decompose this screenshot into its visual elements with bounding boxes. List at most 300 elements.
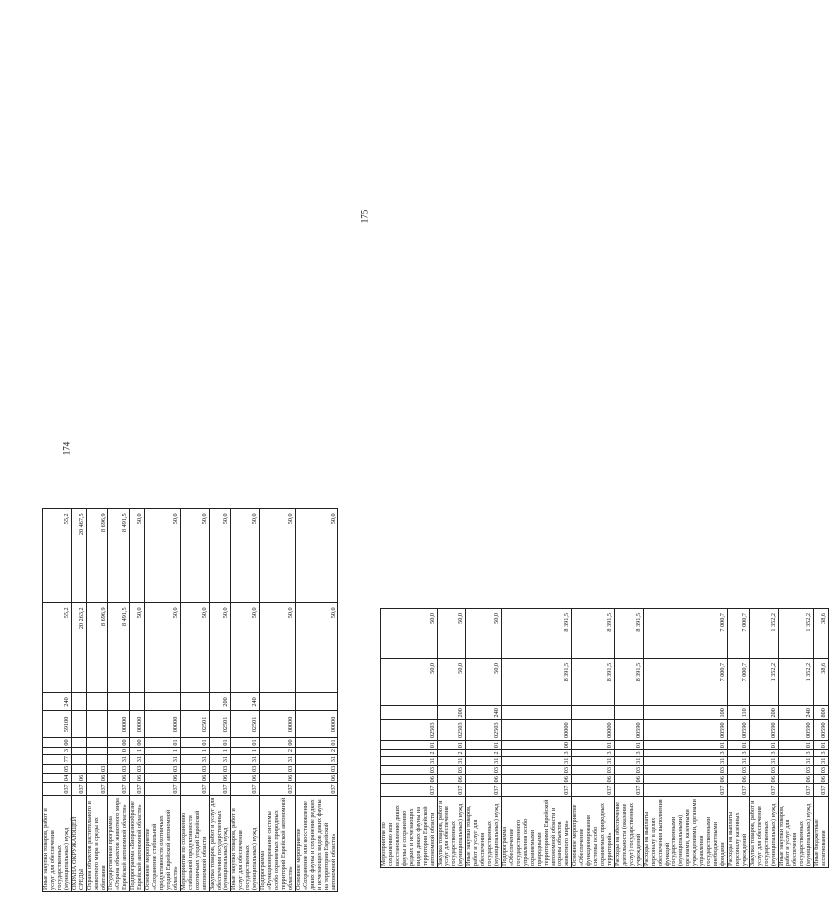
amount-year-1-text: 7 000,7 bbox=[719, 662, 726, 682]
program-code-text: 31 bbox=[457, 757, 465, 764]
subsection-code-text: 03 bbox=[634, 767, 642, 774]
section-code bbox=[501, 775, 571, 784]
direction-code-text: 00000 bbox=[286, 716, 294, 733]
direction-code-text: 02503 bbox=[493, 722, 500, 738]
amount-year-2-text: 50,0 bbox=[286, 513, 294, 525]
amount-year-1 bbox=[260, 603, 296, 693]
amount-year-2-text: 38,6 bbox=[820, 613, 828, 624]
row-name bbox=[295, 796, 338, 892]
amount-year-2 bbox=[643, 609, 727, 659]
section-code bbox=[643, 775, 727, 784]
event-code bbox=[260, 738, 296, 747]
section-code bbox=[130, 773, 145, 782]
section-code-text: 06 bbox=[251, 774, 259, 781]
row-name bbox=[260, 796, 296, 892]
program-code-text: 31 bbox=[493, 757, 500, 764]
expense-type-code-text: 240 bbox=[251, 697, 259, 707]
subsection-code bbox=[108, 764, 130, 773]
ministry-code bbox=[727, 784, 749, 796]
program-code bbox=[466, 756, 502, 765]
direction-code bbox=[130, 711, 145, 738]
amount-year-1 bbox=[778, 658, 814, 706]
expense-type-code-text: 240 bbox=[805, 708, 813, 718]
direction-code bbox=[71, 711, 86, 738]
event-code bbox=[437, 741, 466, 750]
subsection-code bbox=[260, 764, 296, 773]
subsection-code bbox=[501, 766, 571, 775]
event-code-text: 01 bbox=[769, 742, 777, 749]
amount-year-1 bbox=[86, 603, 108, 693]
event-code-text: 00 bbox=[563, 742, 571, 749]
section-code bbox=[614, 775, 643, 784]
direction-code bbox=[749, 720, 778, 741]
amount-year-1-text: 8 391,5 bbox=[563, 662, 571, 682]
subsection-code bbox=[727, 766, 749, 775]
event-code bbox=[86, 738, 108, 747]
subprogram-code-text: 2 bbox=[286, 749, 294, 753]
program-code bbox=[614, 756, 643, 765]
subsection-code-text: 03 bbox=[286, 765, 294, 772]
expense-type-code bbox=[231, 693, 260, 711]
program-code bbox=[260, 754, 296, 764]
table-row bbox=[778, 609, 814, 868]
amount-year-2-text: 8 491,5 bbox=[121, 513, 129, 532]
subprogram-code bbox=[260, 747, 296, 754]
ministry-code bbox=[209, 783, 231, 796]
section-code-text: 06 bbox=[740, 776, 748, 783]
direction-code-text: 02503 bbox=[428, 722, 436, 738]
table-row bbox=[145, 509, 181, 892]
amount-year-1-text: 8 391,5 bbox=[634, 662, 642, 682]
row-name bbox=[86, 796, 108, 892]
ministry-code-text: 037 bbox=[222, 784, 230, 794]
amount-year-1-text: 1 352,2 bbox=[805, 662, 813, 682]
program-code-text: 31 bbox=[563, 757, 571, 764]
subsection-code-text: 03 bbox=[99, 765, 107, 772]
subprogram-code bbox=[295, 747, 338, 754]
table-row bbox=[43, 509, 72, 892]
event-code bbox=[231, 738, 260, 747]
ministry-code-text: 037 bbox=[99, 784, 107, 794]
direction-code-text: 00000 bbox=[136, 716, 144, 733]
ministry-code-text: 037 bbox=[171, 784, 179, 794]
amount-year-2-text: 7 000,7 bbox=[740, 613, 748, 632]
row-name bbox=[501, 796, 571, 867]
ministry-code bbox=[180, 783, 209, 796]
amount-year-2 bbox=[381, 609, 438, 659]
amount-year-1-text: 50,0 bbox=[200, 607, 208, 619]
section-code bbox=[727, 775, 749, 784]
amount-year-2-text: 8 391,5 bbox=[606, 613, 613, 632]
row-name-text: Мероприятия по сохранению или восстановлению диких фауны и сохранению редких и исчезающих видов диких фауны на территории Еврейской автономной области bbox=[380, 805, 436, 866]
event-code-text: 00 bbox=[136, 739, 144, 746]
event-code bbox=[381, 741, 438, 750]
section-code-text: 06 bbox=[171, 774, 179, 781]
subsection-code-text: 03 bbox=[121, 765, 129, 772]
program-code bbox=[86, 754, 108, 764]
ministry-code-text: 037 bbox=[136, 784, 144, 794]
direction-code bbox=[108, 711, 130, 738]
event-code-text: 01 bbox=[329, 739, 337, 746]
ministry-code bbox=[643, 784, 727, 796]
ministry-code bbox=[466, 784, 502, 796]
amount-year-2 bbox=[437, 609, 466, 659]
amount-year-2-text: 1 352,2 bbox=[805, 613, 813, 632]
program-code bbox=[749, 756, 778, 765]
amount-year-2 bbox=[43, 509, 72, 603]
amount-year-2 bbox=[130, 509, 145, 603]
ministry-code-text: 037 bbox=[606, 785, 613, 795]
row-name bbox=[180, 796, 209, 892]
row-name bbox=[437, 796, 466, 867]
ministry-code-text: 037 bbox=[634, 785, 642, 795]
direction-code bbox=[614, 720, 643, 741]
expense-type-code bbox=[381, 706, 438, 720]
amount-year-1-text: 1 352,2 bbox=[769, 662, 777, 682]
expense-type-code bbox=[437, 706, 466, 720]
amount-year-2-text: 8 391,5 bbox=[634, 613, 642, 632]
section-code bbox=[43, 773, 72, 782]
expense-type-code bbox=[466, 706, 502, 720]
section-code bbox=[71, 773, 86, 782]
row-name-text: Охрана объектов растительного и животного мира и среды их обитания bbox=[85, 801, 107, 890]
row-name bbox=[727, 796, 749, 867]
table-row bbox=[231, 509, 260, 892]
amount-year-2 bbox=[260, 509, 296, 603]
page-number-right: 175 bbox=[359, 209, 370, 224]
subsection-code-text: 03 bbox=[457, 767, 465, 774]
direction-code bbox=[778, 720, 814, 741]
ministry-code bbox=[108, 783, 130, 796]
amount-year-2-text: 50,0 bbox=[428, 613, 436, 624]
direction-code-text: 00000 bbox=[606, 722, 613, 738]
subsection-code-text: 03 bbox=[251, 765, 259, 772]
table-row bbox=[501, 609, 571, 868]
amount-year-2-text: 7 000,7 bbox=[719, 613, 726, 632]
amount-year-1 bbox=[43, 603, 72, 693]
row-name-text: Подпрограмма «Биоразнообразие Еврейской автономной области» bbox=[129, 801, 144, 890]
program-code-text: 31 bbox=[820, 757, 828, 764]
subprogram-code bbox=[130, 747, 145, 754]
program-code bbox=[231, 754, 260, 764]
subsection-code bbox=[437, 766, 466, 775]
event-code bbox=[778, 741, 814, 750]
ministry-code-text: 037 bbox=[740, 785, 748, 795]
subprogram-code-text: 3 bbox=[62, 749, 70, 753]
table-row bbox=[437, 609, 466, 868]
section-code-text: 06 bbox=[563, 776, 571, 783]
direction-code-text: 00590 bbox=[719, 722, 726, 738]
event-code-text: 00 bbox=[286, 739, 294, 746]
amount-year-1 bbox=[130, 603, 145, 693]
subprogram-code bbox=[231, 747, 260, 754]
expense-type-code bbox=[130, 693, 145, 711]
row-name-text: Закупка товаров, работ и услуг для обеспечения государственных (муниципальных) нужд bbox=[748, 800, 777, 866]
subsection-code-text: 03 bbox=[329, 765, 337, 772]
event-code bbox=[145, 738, 181, 747]
expense-type-code-text: 800 bbox=[820, 708, 828, 718]
ministry-code-text: 037 bbox=[719, 785, 726, 795]
row-name-text: Подпрограмма «Функционирование системы особо охраняемых природных территорий Еврейской автономной области» bbox=[259, 797, 294, 890]
row-name bbox=[749, 796, 778, 867]
program-code bbox=[501, 756, 571, 765]
subprogram-code bbox=[614, 750, 643, 756]
amount-year-1 bbox=[749, 658, 778, 706]
direction-code bbox=[209, 711, 231, 738]
subprogram-code-text: 3 bbox=[719, 751, 726, 755]
amount-year-2 bbox=[108, 509, 130, 603]
ministry-code bbox=[86, 783, 108, 796]
amount-year-2 bbox=[295, 509, 338, 603]
event-code-text: 01 bbox=[740, 742, 748, 749]
direction-code-text: 00000 bbox=[329, 716, 337, 733]
direction-code bbox=[814, 720, 829, 741]
subprogram-code bbox=[108, 747, 130, 754]
program-code-text: 31 bbox=[286, 756, 294, 763]
amount-year-1 bbox=[501, 658, 571, 706]
subprogram-code-text: 3 bbox=[769, 751, 777, 755]
amount-year-1 bbox=[437, 658, 466, 706]
section-code-text: 06 bbox=[200, 774, 208, 781]
ministry-code bbox=[260, 783, 296, 796]
ministry-code bbox=[295, 783, 338, 796]
amount-year-2 bbox=[778, 609, 814, 659]
amount-year-1-text: 8 391,5 bbox=[606, 662, 613, 682]
expense-type-code-text: 100 bbox=[719, 708, 726, 718]
direction-code-text: 02501 bbox=[200, 716, 208, 733]
table-body-left bbox=[43, 509, 338, 892]
section-code-text: 06 bbox=[457, 776, 465, 783]
row-name bbox=[231, 796, 260, 892]
budget-table-page-174 bbox=[42, 508, 338, 892]
subsection-code bbox=[71, 764, 86, 773]
direction-code-text: 02501 bbox=[251, 716, 259, 733]
ministry-code-text: 037 bbox=[493, 785, 500, 795]
subsection-code bbox=[180, 764, 209, 773]
ministry-code bbox=[814, 784, 829, 796]
direction-code bbox=[381, 720, 438, 741]
subprogram-code-text: 2 bbox=[329, 749, 337, 753]
amount-year-2-text: 50,0 bbox=[200, 513, 208, 525]
section-code bbox=[145, 773, 181, 782]
direction-code-text: 00590 bbox=[740, 722, 748, 738]
amount-year-1 bbox=[145, 603, 181, 693]
amount-year-1-text: 7 000,7 bbox=[740, 662, 748, 682]
amount-year-2-text: 55,2 bbox=[62, 513, 70, 525]
amount-year-2-text: 20 467,5 bbox=[77, 513, 85, 536]
row-name bbox=[43, 796, 72, 892]
direction-code-text: 00590 bbox=[769, 722, 777, 738]
section-code-text: 06 bbox=[99, 774, 107, 781]
budget-table bbox=[380, 608, 829, 868]
amount-year-2-text: 50,0 bbox=[493, 613, 500, 624]
subprogram-code-text: 3 bbox=[563, 751, 571, 755]
amount-year-1 bbox=[814, 658, 829, 706]
amount-year-1 bbox=[572, 658, 615, 706]
ministry-code-text: 037 bbox=[329, 784, 337, 794]
subprogram-code-text: 0 bbox=[121, 749, 129, 753]
table-row bbox=[466, 609, 502, 868]
row-name-text: Основное мероприятие «Сохранение стабильной продуктивности охотничьих угодий Еврейской автономной области» bbox=[144, 809, 179, 890]
row-name-text: Расходы на выплаты персоналу казенных учреждений bbox=[726, 811, 748, 866]
direction-code bbox=[260, 711, 296, 738]
subsection-code bbox=[814, 766, 829, 775]
subprogram-code-text: 1 bbox=[171, 749, 179, 753]
expense-type-code bbox=[108, 693, 130, 711]
ministry-code-text: 037 bbox=[563, 785, 571, 795]
ministry-code bbox=[749, 784, 778, 796]
row-name bbox=[572, 796, 615, 867]
expense-type-code bbox=[71, 693, 86, 711]
event-code bbox=[727, 741, 749, 750]
row-name-text: Основное мероприятие «Обеспечение функционирования системы особо охраняемых природных территорий» bbox=[571, 803, 613, 866]
amount-year-2 bbox=[466, 609, 502, 659]
direction-code-text: 00590 bbox=[634, 722, 642, 738]
amount-year-2 bbox=[209, 509, 231, 603]
direction-code-text: 00590 bbox=[820, 722, 828, 738]
program-code-text: 31 bbox=[805, 757, 813, 764]
amount-year-2-text: 50,0 bbox=[171, 513, 179, 525]
subsection-code bbox=[643, 766, 727, 775]
table-row bbox=[572, 609, 615, 868]
section-code bbox=[381, 775, 438, 784]
row-name-text: Иные закупки товаров, работ и услуг для обеспечения государственных (муниципальных) нужд bbox=[465, 803, 500, 866]
program-code bbox=[295, 754, 338, 764]
subprogram-code-text: 2 bbox=[457, 751, 465, 755]
event-code-text: 01 bbox=[719, 742, 726, 749]
row-name bbox=[130, 796, 145, 892]
table-row bbox=[814, 609, 829, 868]
ministry-code bbox=[43, 783, 72, 796]
program-code bbox=[778, 756, 814, 765]
subprogram-code bbox=[43, 747, 72, 754]
row-name bbox=[778, 796, 814, 867]
program-code bbox=[727, 756, 749, 765]
table-row bbox=[260, 509, 296, 892]
amount-year-1 bbox=[643, 658, 727, 706]
subprogram-code bbox=[643, 750, 727, 756]
event-code bbox=[43, 738, 72, 747]
section-code bbox=[749, 775, 778, 784]
program-code-text: 31 bbox=[719, 757, 726, 764]
event-code-text: 01 bbox=[251, 739, 259, 746]
row-name-text: Иные закупки товаров, работ и услуг для обеспечения государственных (муниципальных) нужд bbox=[230, 808, 259, 890]
direction-code bbox=[466, 720, 502, 741]
subprogram-code-text: 1 bbox=[222, 749, 230, 753]
amount-year-1 bbox=[71, 603, 86, 693]
expense-type-code bbox=[614, 706, 643, 720]
ministry-code-text: 037 bbox=[428, 785, 436, 795]
event-code-text: 00 bbox=[62, 739, 70, 746]
table-row bbox=[108, 509, 130, 892]
event-code bbox=[180, 738, 209, 747]
subprogram-code-text: 2 bbox=[428, 751, 436, 755]
amount-year-2 bbox=[180, 509, 209, 603]
event-code bbox=[749, 741, 778, 750]
row-name-text: Подпрограмма «Обеспечение государственного управления особо охраняемыми природными территориями Еврейской автономной области и охраны объектов животного мира» bbox=[500, 799, 571, 866]
row-name bbox=[145, 796, 181, 892]
amount-year-2 bbox=[814, 609, 829, 659]
section-code-text: 04 bbox=[62, 774, 70, 781]
program-code-text: 77 bbox=[62, 756, 70, 763]
ministry-code-text: 037 bbox=[805, 785, 813, 795]
subprogram-code bbox=[501, 750, 571, 756]
section-code-text: 06 bbox=[606, 776, 613, 783]
row-name-text: Основное мероприятие «Сохранение или восстановление диких фауны и сохранение редких и исчезающих видов диких фауны на территории Еврейской автономной области» bbox=[294, 799, 337, 890]
program-code bbox=[572, 756, 615, 765]
amount-year-2 bbox=[614, 609, 643, 659]
subprogram-code bbox=[572, 750, 615, 756]
section-code-text: 06 bbox=[719, 776, 726, 783]
ministry-code bbox=[145, 783, 181, 796]
amount-year-2 bbox=[727, 609, 749, 659]
event-code bbox=[814, 741, 829, 750]
expense-type-code bbox=[501, 706, 571, 720]
direction-code bbox=[295, 711, 338, 738]
budget-table-page-175 bbox=[380, 608, 829, 868]
row-name-text: Иные бюджетные ассигнования bbox=[813, 819, 828, 866]
expense-type-code bbox=[295, 693, 338, 711]
section-code bbox=[572, 775, 615, 784]
amount-year-1-text: 50,0 bbox=[493, 662, 500, 674]
amount-year-1 bbox=[108, 603, 130, 693]
direction-code bbox=[437, 720, 466, 741]
subsection-code bbox=[209, 764, 231, 773]
program-code-text: 31 bbox=[222, 756, 230, 763]
direction-code bbox=[145, 711, 181, 738]
event-code bbox=[466, 741, 502, 750]
direction-code-text: 00590 bbox=[805, 722, 813, 738]
row-name-text: Закупка товаров, работ и услуг для обеспечения государственных (муниципальных) нужд bbox=[436, 800, 465, 866]
table-row bbox=[86, 509, 108, 892]
amount-year-1-text: 50,0 bbox=[222, 607, 230, 619]
row-name bbox=[71, 796, 86, 892]
expense-type-code bbox=[814, 706, 829, 720]
row-name bbox=[209, 796, 231, 892]
table-row bbox=[643, 609, 727, 868]
event-code-text: 01 bbox=[457, 742, 465, 749]
amount-year-2-text: 50,0 bbox=[329, 513, 337, 525]
ministry-code-text: 037 bbox=[820, 785, 828, 795]
row-name-text: Расходы на выплаты персоналу в целях обеспечения выполнения функций государственными (муниципальными) органами, казенными учреждениями, органами управления государственными внебюджетными фондами bbox=[642, 799, 726, 866]
table-row bbox=[749, 609, 778, 868]
subprogram-code bbox=[778, 750, 814, 756]
event-code bbox=[572, 741, 615, 750]
direction-code bbox=[727, 720, 749, 741]
direction-code bbox=[43, 711, 72, 738]
table-body-right bbox=[381, 609, 829, 868]
event-code-text: 01 bbox=[493, 742, 500, 749]
section-code-text: 06 bbox=[121, 774, 129, 781]
table-row bbox=[71, 509, 86, 892]
ministry-code-text: 037 bbox=[286, 784, 294, 794]
amount-year-1-text: 50,0 bbox=[329, 607, 337, 619]
expense-type-code-text: 240 bbox=[62, 697, 70, 707]
event-code bbox=[614, 741, 643, 750]
expense-type-code-text: 200 bbox=[222, 697, 230, 707]
ministry-code-text: 037 bbox=[77, 784, 85, 794]
subprogram-code bbox=[727, 750, 749, 756]
expense-type-code-text: 200 bbox=[457, 708, 465, 718]
ministry-code-text: 037 bbox=[769, 785, 777, 795]
amount-year-2 bbox=[145, 509, 181, 603]
subprogram-code-text: 3 bbox=[740, 751, 748, 755]
subsection-code bbox=[43, 764, 72, 773]
amount-year-2 bbox=[86, 509, 108, 603]
section-code bbox=[180, 773, 209, 782]
subprogram-code bbox=[749, 750, 778, 756]
event-code-text: 01 bbox=[222, 739, 230, 746]
